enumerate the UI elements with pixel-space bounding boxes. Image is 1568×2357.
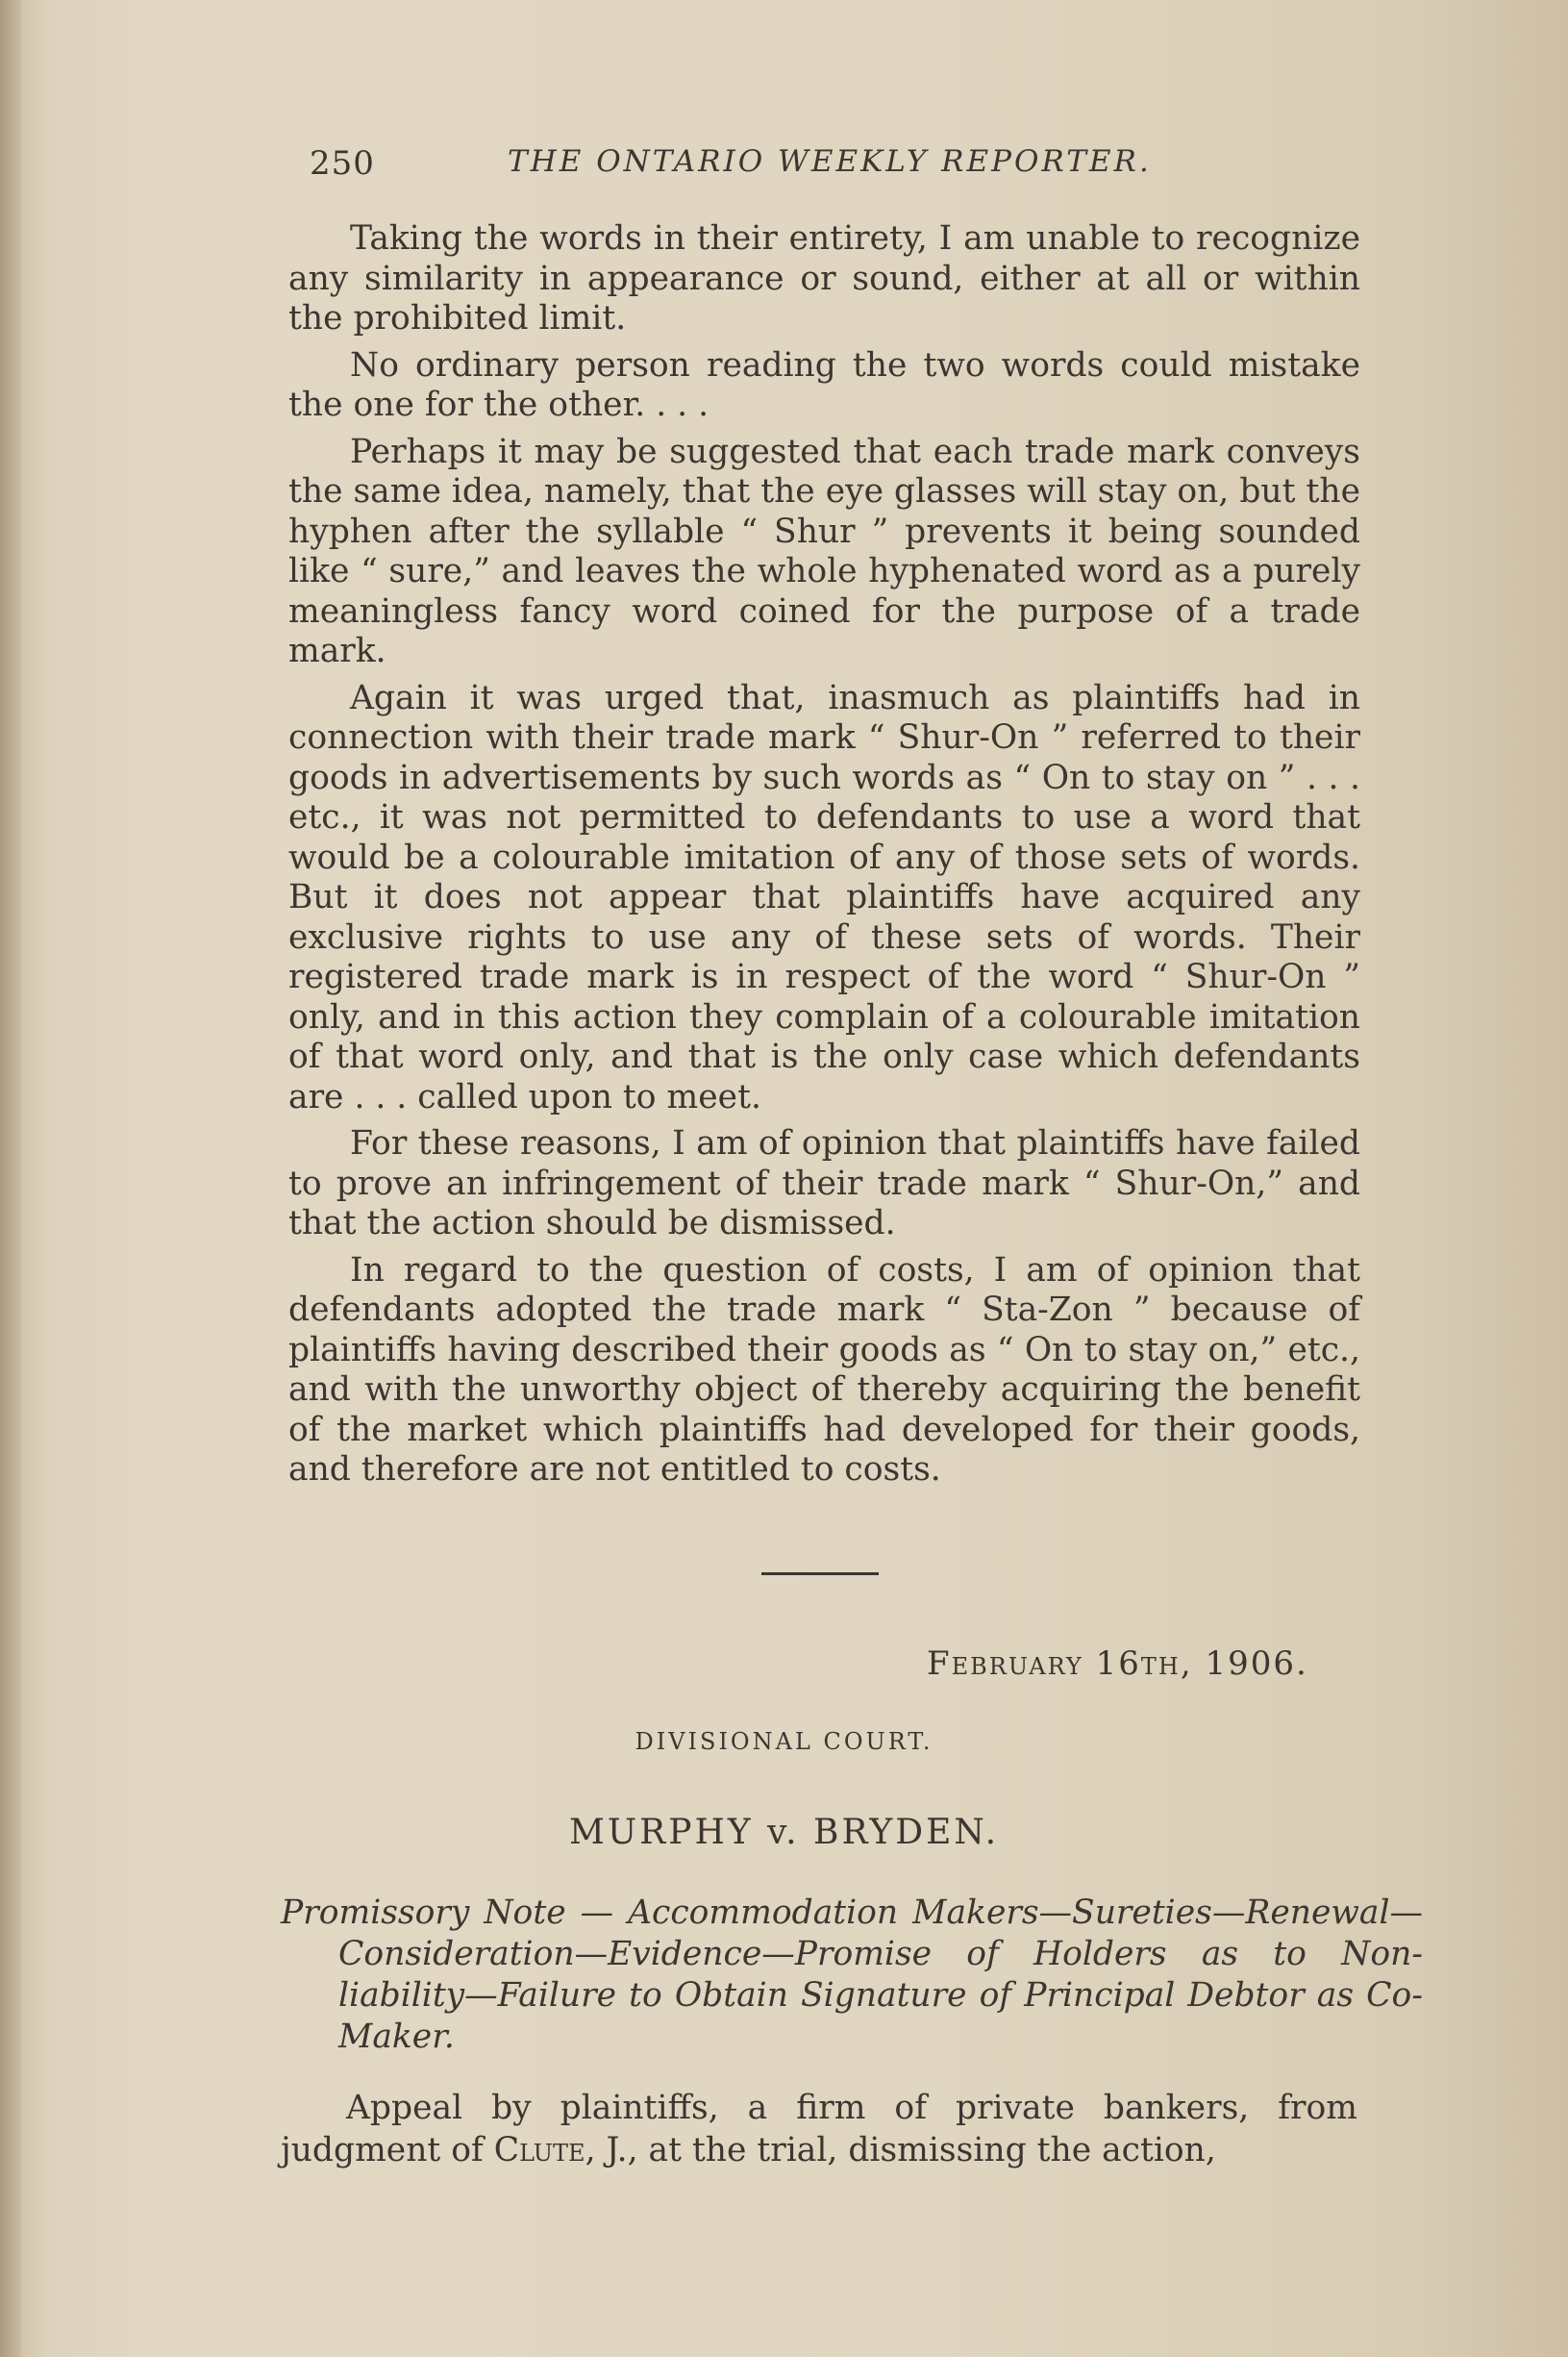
case-title: MURPHY v. BRYDEN. xyxy=(568,1813,1000,1852)
paragraph: Taking the words in their entirety, I am unable to recognize any similarity in appearance or sound, either at all or within the prohibited limit. xyxy=(288,219,1360,338)
paragraph xyxy=(281,2087,1357,2171)
appeal-text-after: , J., at the trial, dismissing the action, xyxy=(585,2131,1216,2169)
appeal-text-before: Appeal by plaintiffs, a firm of private bankers, from judgment of xyxy=(281,2089,1357,2169)
judgment-text xyxy=(288,219,1360,1497)
paragraph: No ordinary person reading the two words could mistake the one for the other. . . . xyxy=(288,345,1360,424)
headnote: Promissory Note — Accommodation Makers—Sureties—Renewal—Consideration—Evidence—Promise of Holders as to Non-liability—Failure to Obtain Signature of Principal Debtor as Co-Maker. xyxy=(281,1893,1423,2056)
paragraph: In regard to the question of costs, I am of opinion that defendants adopted the trade mark “ Sta-Zon ” because of plaintiffs having described their goods as “ On to stay on,” etc., and with the unworthy object of thereby acquiring the benefit of the market which plaintiffs had developed for their goods, and therefore are not entitled to costs. xyxy=(288,1250,1360,1489)
page-gutter xyxy=(0,0,21,2357)
page-header xyxy=(310,144,1367,192)
page-number: 250 xyxy=(310,144,375,183)
running-title: THE ONTARIO WEEKLY REPORTER. xyxy=(508,144,1152,179)
paragraph: Again it was urged that, inasmuch as plaintiffs had in connection with their trade mark “ Shur-On ” referred to their goods in advertisements by such words as “ On to stay on ” . . . etc., it was not permitted to defendants to use a word that would be a colourable imitation of any of those sets of words. But it does not appear that plaintiffs have acquired any exclusive rights to use any of these sets of words. Their registered trade mark is in respect of the word “ Shur-On ” only, and in this action they complain of a colourable imitation of that word only, and that is the only case which defendants are . . . called upon to meet. xyxy=(288,678,1360,1116)
paragraph: For these reasons, I am of opinion that plaintiffs have failed to prove an infringement of their trade mark “ Shur-On,” and that the action should be dismissed. xyxy=(288,1124,1360,1242)
court-name: DIVISIONAL COURT. xyxy=(635,1728,933,1755)
paragraph: Perhaps it may be suggested that each trade mark conveys the same idea, namely, that the eye glasses will stay on, but the hyphen after the syllable “ Shur ” prevents it being sounded like “ sure,” and leaves the whole hyphenated word as a purely meaningless fancy word coined for the purpose of a trade mark. xyxy=(288,432,1360,670)
decision-date: February 16th, 1906. xyxy=(927,1644,1308,1683)
section-divider xyxy=(761,1572,879,1575)
judge-name: Clute xyxy=(493,2131,585,2169)
appeal-paragraph xyxy=(281,2087,1357,2171)
